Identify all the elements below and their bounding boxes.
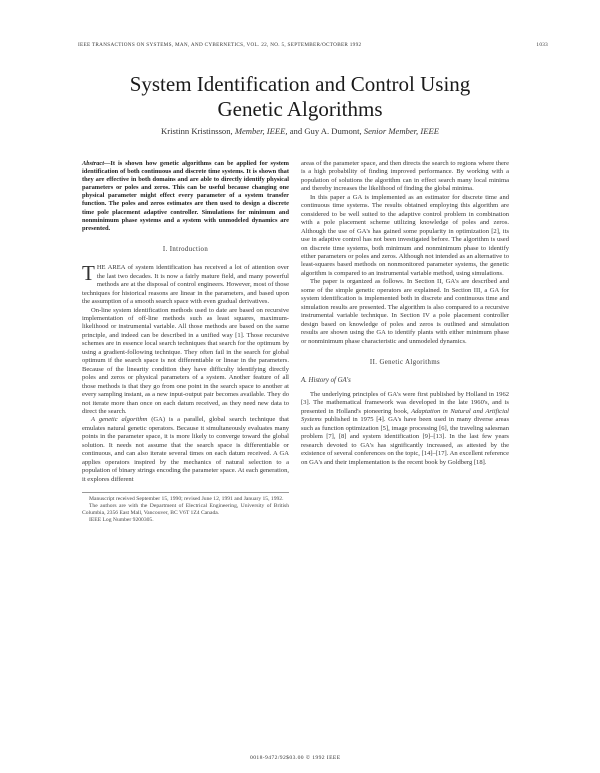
running-head (78, 42, 548, 48)
author-line (60, 126, 540, 136)
author-1-title: Member, IEEE, (234, 126, 288, 136)
footnote (82, 492, 289, 524)
intro-p3-text: (GA) is a parallel, global search technique that emulates natural genetic operators. Because it simultaneously evaluates many points in the parameter space, it is more likely to converge toward the global solution. It needs not assume that the search space is differentiable or continuous, and can also iterate several times on each datum received. A GA applies operators inspired by the mechanics of natural selection to a population of binary strings encoding the parameter space. At each generation, it explores different (82, 416, 290, 483)
right-paragraph-3: The paper is organized as follows. In Section II, GA's are described and some of the simple genetic operators are explained. In Section III, a GA for system identification is implemented both in discrete and continuous time and simulation results are presented. The algorithm is also compared to a recursive instrumental variable technique. In Section IV a pole placement controller design based on knowledge of poles and zeros is outlined and simulation results are shown using the GA to identify plants with either minimum phase or nonminimum phase characteristic and unmodeled dynamics. (301, 278, 509, 345)
author-2: Guy A. Dumont, (304, 126, 362, 136)
abstract-label: Abstract— (82, 160, 111, 167)
intro-paragraph-1 (82, 261, 289, 306)
running-head-text: IEEE TRANSACTIONS ON SYSTEMS, MAN, AND CYBERNETICS, VOL. 22, NO. 5, SEPTEMBER/OCTOBER 1992 (78, 42, 362, 48)
footnote-2: The authors are with the Department of Electrical Engineering, University of British Columbia, 2356 East Mall, Vancouver, BC V6T 1Z4 Canada. (82, 503, 289, 517)
left-column (82, 160, 289, 524)
author-1: Kristinn Kristinsson, (161, 126, 233, 136)
section-heading-genetic-algorithms: II. Genetic Algorithms (369, 358, 441, 366)
subsection-heading-history: A. History of GA's (301, 377, 351, 385)
footnote-3: IEEE Log Number 9200305. (89, 517, 154, 524)
intro-paragraph-2: On-line system identification methods used to date are based on recursive implementation of off-line methods such as least squares, maximum-likelihood or instrumental variable. All those methods are based on the same principle, and indeed can be described in a unified way [1]. Those recursive schemes are in essence local search techniques that search for the optimum by using a gradient-following technique. They often fail in the search for global optimum if the search space is not differentiable or linear in the parameters. Because of the linearity condition they have difficulty identifying directly poles and zeros or physical parameters of a system. Another feature of all those methods is that they go from one point in the search space to another at every sampling instant, as a new input-output pair becomes available. They do not iterate more than once on each datum received, as they need new data to direct the search. (82, 306, 289, 415)
section-heading-introduction: I. Introduction (162, 245, 209, 253)
title-line-2: Genetic Algorithms (217, 97, 383, 121)
right-paragraph-1: areas of the parameter space, and then directs the search to regions where there is a high probability of finding improved performance. By working with a population of solutions the algorithm can in effect search many local minima and thereby increases the likelihood of finding the global minima. (301, 160, 509, 193)
abstract-text: It is shown how genetic algorithms can be applied for system identification of both continuous and discrete time systems. It is shown that they are effective in both domains and are able to directly identify physical parameters or poles and zeros. This can be useful because changing one physical parameter might effect every parameter of a system transfer function. The poles and zeros estimates are then used to design a discrete time pole placement adaptive controller. Simulations for minimum and nonminimum phase systems and a system with unmodeled dynamics are presented. (82, 160, 289, 232)
footnote-1: Manuscript received September 15, 1990; revised June 12, 1991 and January 15, 1992. (89, 496, 284, 503)
copyright-id: 0018-9472/92$03.00 © 1992 IEEE (250, 755, 341, 761)
right-column (301, 160, 509, 467)
author-conj: and (289, 126, 303, 136)
abstract (82, 160, 289, 233)
author-2-title: Senior Member, IEEE (363, 126, 439, 136)
intro-paragraph-3 (82, 416, 289, 484)
title-line-1: System Identification and Control Using (129, 72, 471, 96)
right-paragraph-2: In this paper a GA is implemented as an estimator for discrete time and continuous time systems. The results obtained employing this algorithm are considered to be well suited to the adaptive control problem in combination with a pole placement scheme utilizing knowledge of poles and zeros. Although the use of GA's has gained some popularity in optimization [2], its use in adaptive control has not been investigated before. The algorithm is used on discrete time systems, both minimum and nonminimum phase to identify either parameters or poles and zeros. Although not intended as an alternative to least-squares based methods on nonmonitored parameter systems, the genetic algorithm is compared to an instrumental variable method, using simulations. (301, 193, 509, 277)
history-text: The underlying principles of GA's were first published by Holland in 1962 [3]. The mathematical framework was developed in the late 1960's, and is presented in Holland's pioneering book, (301, 390, 509, 415)
intro-p1-text: HE AREA of system identification has received a lot of attention over the last two decades. It is now a fairly mature field, and many powerful methods are at the disposal of control engineers. However, most of those techniques for historical reasons are linear in the parameters, and based upon the assumption of a smooth search space with even gradual derivatives. (82, 264, 289, 306)
right-paragraph-4 (301, 391, 509, 467)
drop-cap: T (82, 261, 95, 286)
paper-title (60, 72, 540, 122)
history-text-tail: published in 1975 [4]. GA's have been used in many diverse areas such as function optimization [5], image processing [6], the traveling salesman problem [7], [8] and system identification [9]–[13]. In the last few years research devoted to GA's has significantly increased, as attested by the existence of several conferences on the topic, [14]–[17]. An excellent reference on GA's and their implementation is the recent book by Goldberg [18]. (301, 416, 509, 466)
book-title: Adaptation in Natural and Artificial Systems (301, 407, 509, 424)
intro-p3-lead: A genetic algorithm (91, 416, 148, 424)
page-number: 1033 (536, 42, 548, 48)
